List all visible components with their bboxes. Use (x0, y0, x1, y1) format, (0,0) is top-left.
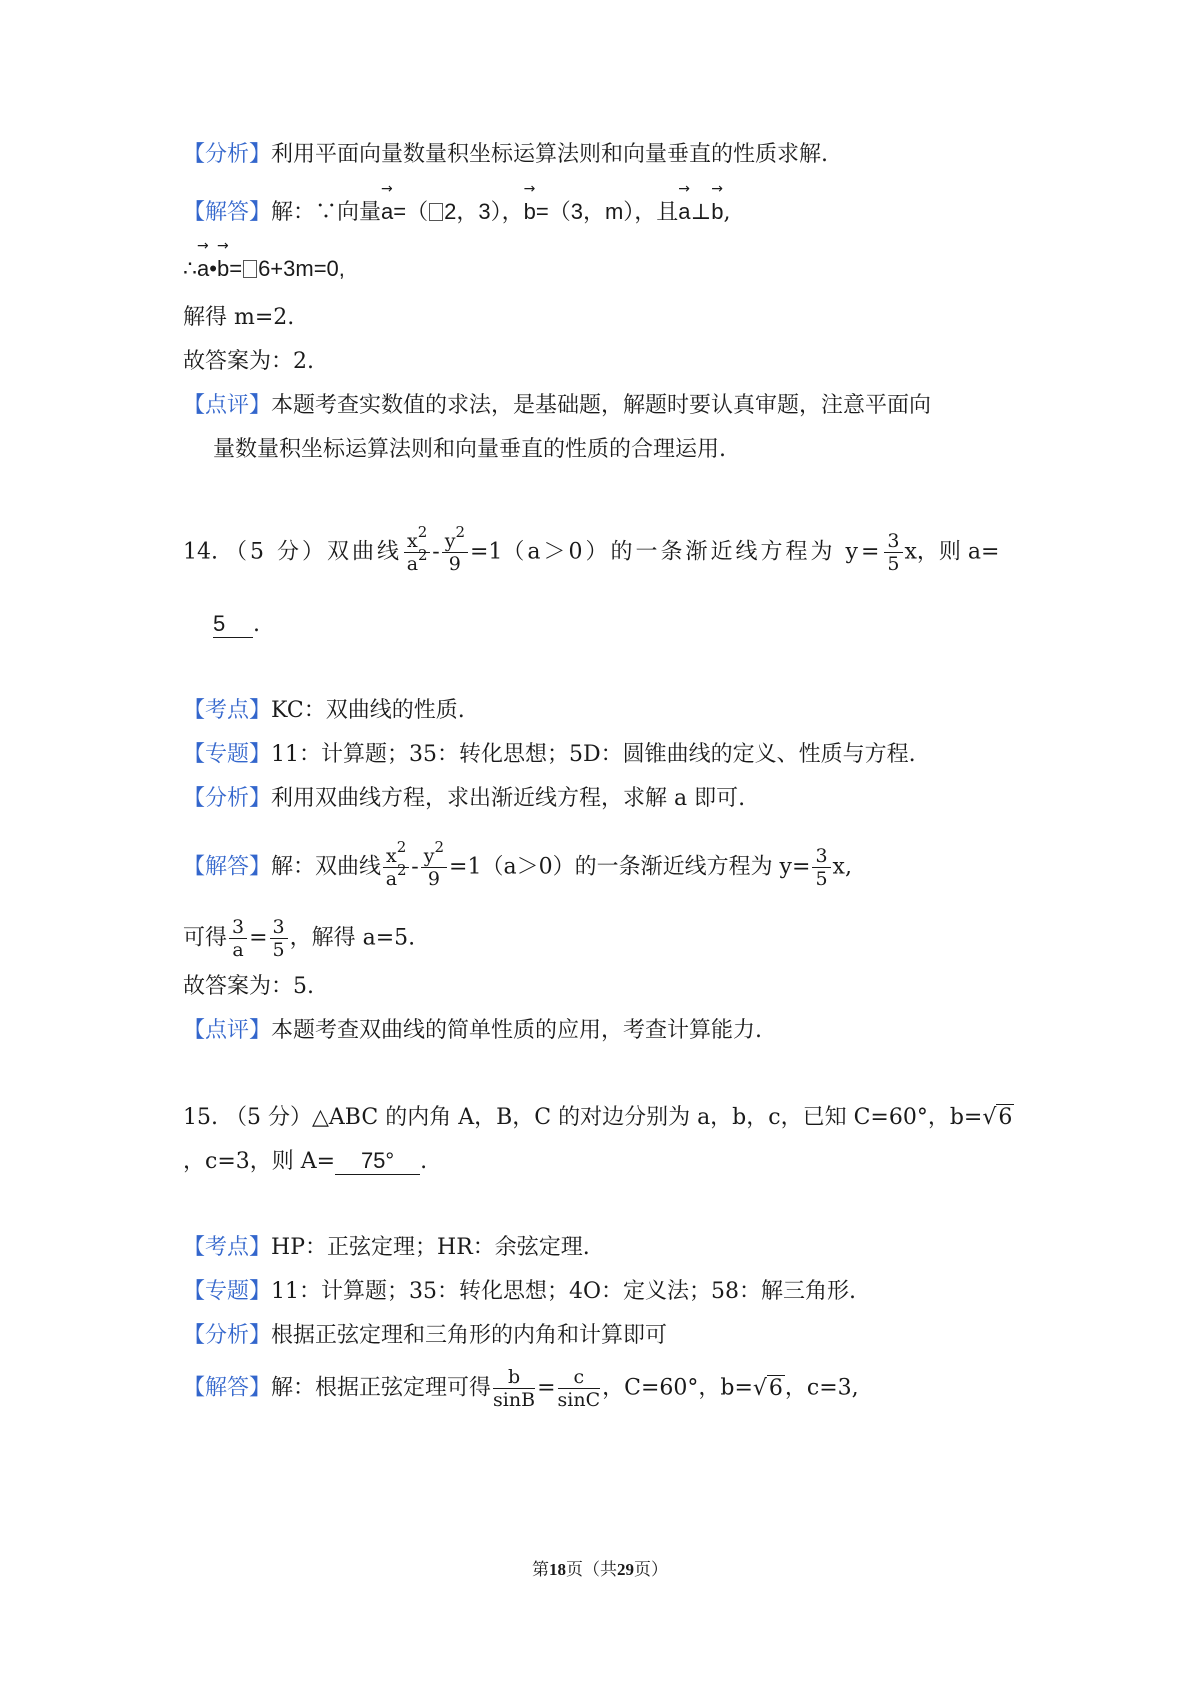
q14-answer: 故答案为：5. (183, 974, 314, 999)
tag-analysis: 【分析】 (183, 786, 272, 811)
fraction-y2-9: $\frac{y^2}{9}$ (442, 530, 468, 575)
vector-b: → b (524, 197, 536, 227)
tag-comment: 【点评】 (183, 393, 272, 418)
q14-solution: 【解答】解：双曲线 $\frac{x^2}{a^2}$ - $\frac{y^2}{9}$ =1（a＞0）的一条渐近线方程为 y= $\frac{3}{5}$ x, (183, 838, 852, 890)
q13-answer: 故答案为：2. (183, 349, 314, 374)
fraction-x2-a2: $\frac{x^2}{a^2}$ (404, 530, 430, 575)
q13-analysis: 【分析】利用平面向量数量积坐标运算法则和向量垂直的性质求解. (183, 142, 829, 167)
sqrt-6: √6 (982, 1105, 1013, 1130)
missing-glyph-box (429, 203, 443, 221)
vector-b: → b (217, 254, 229, 284)
q14-kaodian: 【考点】KC：双曲线的性质. (183, 698, 465, 723)
tag-kaodian: 【考点】 (183, 698, 272, 723)
tag-zhuanti: 【专题】 (183, 742, 272, 767)
q14-comment: 【点评】本题考查双曲线的简单性质的应用，考查计算能力. (183, 1018, 763, 1043)
tag-analysis: 【分析】 (183, 1323, 272, 1348)
fraction-y2-9: $\frac{y^2}{9}$ (421, 845, 447, 890)
answer-blank: 75° (335, 1148, 420, 1175)
tag-kaodian: 【考点】 (183, 1235, 272, 1260)
answer-blank: 5 (213, 611, 253, 638)
vector-a: → a (381, 197, 393, 227)
tag-zhuanti: 【专题】 (183, 1279, 272, 1304)
fraction-c-sinC: $\frac{c}{\sin C}$ (557, 1366, 601, 1411)
q14-answer-line: 5 . (213, 611, 260, 637)
q15-solution: 【解答】解：根据正弦定理可得 $\frac{b}{\sin B}$ = $\frac{c}{\sin C}$ ，C=60°，b=√6，c=3, (183, 1366, 859, 1411)
q14-zhuanti: 【专题】11：计算题；35：转化思想；5D：圆锥曲线的定义、性质与方程. (183, 742, 916, 767)
q13-dot-product: ∴→ a•→ b= 6+3m=0, (183, 254, 345, 285)
vector-a: → a (678, 197, 690, 227)
question-number: 14. (183, 539, 218, 565)
question-number: 15. (183, 1105, 218, 1130)
fraction-3-a: $\frac{3}{a}$ (229, 916, 247, 961)
fraction-x2-a2: $\frac{x^2}{a^2}$ (383, 845, 409, 890)
q14-question: 14. （5 分）双曲线 $\frac{x^2}{a^2}$ - $\frac{y^2}{9}$ =1（a＞0）的一条渐近线方程为 y= $\frac{3}{5}$ x，则 a= (183, 523, 1000, 575)
vector-b: → b (711, 197, 723, 227)
tag-solution: 【解答】 (183, 1375, 272, 1401)
fraction-3-5: $\frac{3}{5}$ (812, 845, 830, 890)
q13-solution: 【解答】解：∵向量→ a=（ 2，3），→ b=（3，m），且→ a⊥→ b, (183, 197, 731, 228)
q13-result: 解得 m=2. (183, 305, 295, 330)
fraction-3-5: $\frac{3}{5}$ (884, 530, 902, 575)
fraction-3-5: $\frac{3}{5}$ (270, 916, 288, 961)
q13-comment: 【点评】本题考查实数值的求法，是基础题，解题时要认真审题，注意平面向 (183, 393, 932, 418)
q14-analysis: 【分析】利用双曲线方程，求出渐近线方程，求解 a 即可. (183, 786, 746, 811)
q15-kaodian: 【考点】HP：正弦定理；HR：余弦定理. (183, 1235, 590, 1260)
q14-derive: 可得 $\frac{3}{a}$ = $\frac{3}{5}$ ，解得 a=5. (183, 916, 416, 961)
q15-analysis: 【分析】根据正弦定理和三角形的内角和计算即可 (183, 1323, 668, 1348)
tag-solution: 【解答】 (183, 854, 272, 880)
tag-analysis: 【分析】 (183, 142, 272, 167)
page-footer: 第18页（共29页） (532, 1560, 668, 1580)
q15-zhuanti: 【专题】11：计算题；35：转化思想；4O：定义法；58：解三角形. (183, 1279, 857, 1304)
current-page: 18 (549, 1560, 566, 1579)
total-pages: 29 (617, 1560, 634, 1579)
q13-comment-cont: 量数量积坐标运算法则和向量垂直的性质的合理运用. (213, 437, 726, 462)
q15-question: 15. （5 分）△ABC 的内角 A，B，C 的对边分别为 a，b，c，已知 C=60°，b=√6 (183, 1103, 1014, 1133)
tag-comment: 【点评】 (183, 1018, 272, 1043)
fraction-b-sinB: $\frac{b}{\sin B}$ (493, 1366, 536, 1411)
sqrt-6: √6 (752, 1375, 783, 1401)
missing-glyph-box (243, 260, 257, 278)
q15-question-cont: ，c=3，则 A= 75° . (183, 1148, 428, 1174)
vector-a: → a (197, 254, 209, 284)
tag-solution: 【解答】 (183, 200, 272, 225)
